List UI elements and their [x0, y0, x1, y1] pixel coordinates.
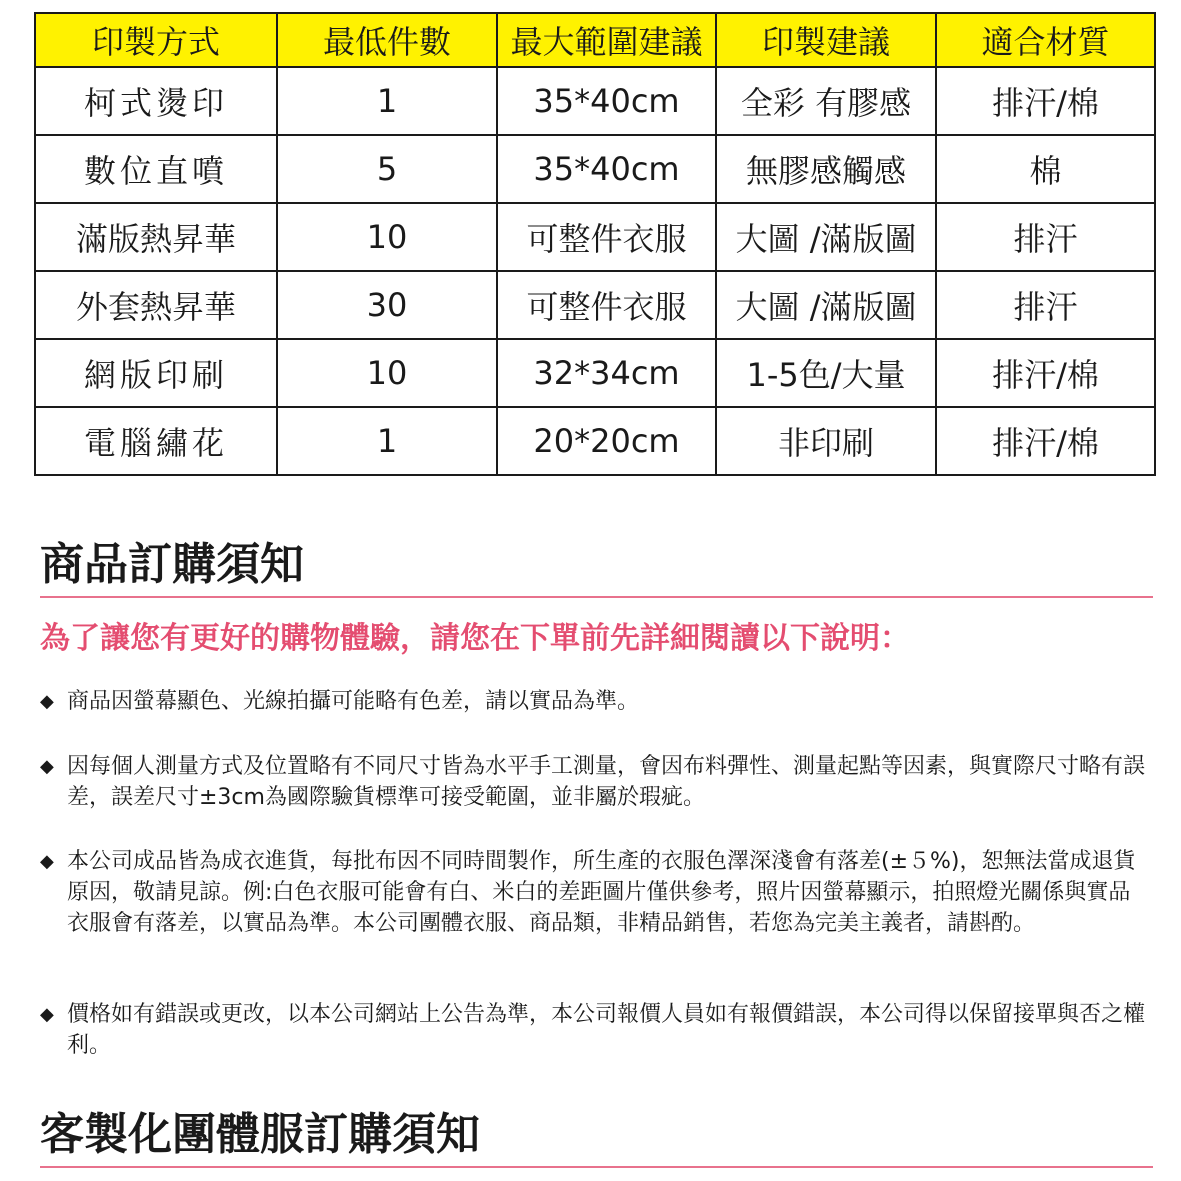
diamond-bullet-icon: ◆	[40, 756, 54, 777]
cell-print-advice: 無膠感觸感	[716, 135, 936, 203]
cell-min-qty: 1	[277, 67, 497, 135]
cell-material: 排汗	[936, 203, 1155, 271]
table-row	[35, 67, 1155, 135]
custom-team-order-title: 客製化團體服訂購須知	[40, 1109, 480, 1160]
order-notice-intro: 為了讓您有更好的購物體驗，請您在下單前先詳細閱讀以下說明：	[40, 621, 910, 656]
cell-print-advice: 非印刷	[716, 407, 936, 475]
cell-material: 排汗	[936, 271, 1155, 339]
cell-max-area: 20*20cm	[497, 407, 716, 475]
header-method: 印製方式	[35, 13, 277, 67]
table-row	[35, 407, 1155, 475]
cell-method: 滿版熱昇華	[35, 203, 277, 271]
cell-method: 外套熱昇華	[35, 271, 277, 339]
table-row	[35, 339, 1155, 407]
header-print-advice: 印製建議	[716, 13, 936, 67]
note-text: 商品因螢幕顯色、光線拍攝可能略有色差，請以實品為準。	[67, 689, 640, 714]
table-row	[35, 271, 1155, 339]
list-item	[40, 846, 1150, 939]
cell-min-qty: 10	[277, 203, 497, 271]
list-item	[40, 686, 1150, 717]
cell-method: 網版印刷	[35, 339, 277, 407]
note-text: 因每個人測量方式及位置略有不同尺寸皆為水平手工測量，會因布料彈性、測量起點等因素，與實際尺寸略有誤差，誤差尺寸±3cm為國際驗貨標準可接受範圍，並非屬於瑕疵。	[67, 754, 1146, 810]
cell-print-advice: 大圖 /滿版圖	[716, 203, 936, 271]
table-row	[35, 135, 1155, 203]
cell-max-area: 32*34cm	[497, 339, 716, 407]
cell-max-area: 可整件衣服	[497, 203, 716, 271]
header-min-qty: 最低件數	[277, 13, 497, 67]
diamond-bullet-icon: ◆	[40, 851, 54, 872]
section-divider	[40, 596, 1153, 598]
cell-method: 數位直噴	[35, 135, 277, 203]
cell-min-qty: 10	[277, 339, 497, 407]
table-header-row	[35, 13, 1155, 67]
order-notice-title: 商品訂購須知	[40, 539, 304, 590]
cell-material: 排汗/棉	[936, 67, 1155, 135]
cell-print-advice: 大圖 /滿版圖	[716, 271, 936, 339]
cell-max-area: 35*40cm	[497, 135, 716, 203]
header-max-area: 最大範圍建議	[497, 13, 716, 67]
print-method-table	[34, 12, 1156, 476]
list-item	[40, 751, 1150, 813]
cell-max-area: 可整件衣服	[497, 271, 716, 339]
cell-print-advice: 全彩 有膠感	[716, 67, 936, 135]
cell-min-qty: 1	[277, 407, 497, 475]
cell-print-advice: 1-5色/大量	[716, 339, 936, 407]
list-item	[40, 999, 1150, 1061]
diamond-bullet-icon: ◆	[40, 1004, 54, 1025]
cell-material: 排汗/棉	[936, 339, 1155, 407]
diamond-bullet-icon: ◆	[40, 691, 54, 712]
cell-method: 柯式燙印	[35, 67, 277, 135]
cell-min-qty: 30	[277, 271, 497, 339]
cell-max-area: 35*40cm	[497, 67, 716, 135]
header-material: 適合材質	[936, 13, 1155, 67]
cell-method: 電腦繡花	[35, 407, 277, 475]
section-divider	[40, 1166, 1153, 1168]
note-text: 價格如有錯誤或更改，以本公司網站上公告為準，本公司報價人員如有報價錯誤，本公司得以保留接單與否之權利。	[67, 1002, 1146, 1058]
note-text: 本公司成品皆為成衣進貨，每批布因不同時間製作，所生產的衣服色澤深淺會有落差(±５%)，恕無法當成退貨原因，敬請見諒。例:白色衣服可能會有白、米白的差距圖片僅供參考，照片因螢幕顯示，拍照燈光關係與實品衣服會有落差，以實品為準。本公司團體衣服、商品類，非精品銷售，若您為完美主義者，請斟酌。	[67, 849, 1136, 936]
cell-material: 棉	[936, 135, 1155, 203]
table-row	[35, 203, 1155, 271]
cell-min-qty: 5	[277, 135, 497, 203]
cell-material: 排汗/棉	[936, 407, 1155, 475]
